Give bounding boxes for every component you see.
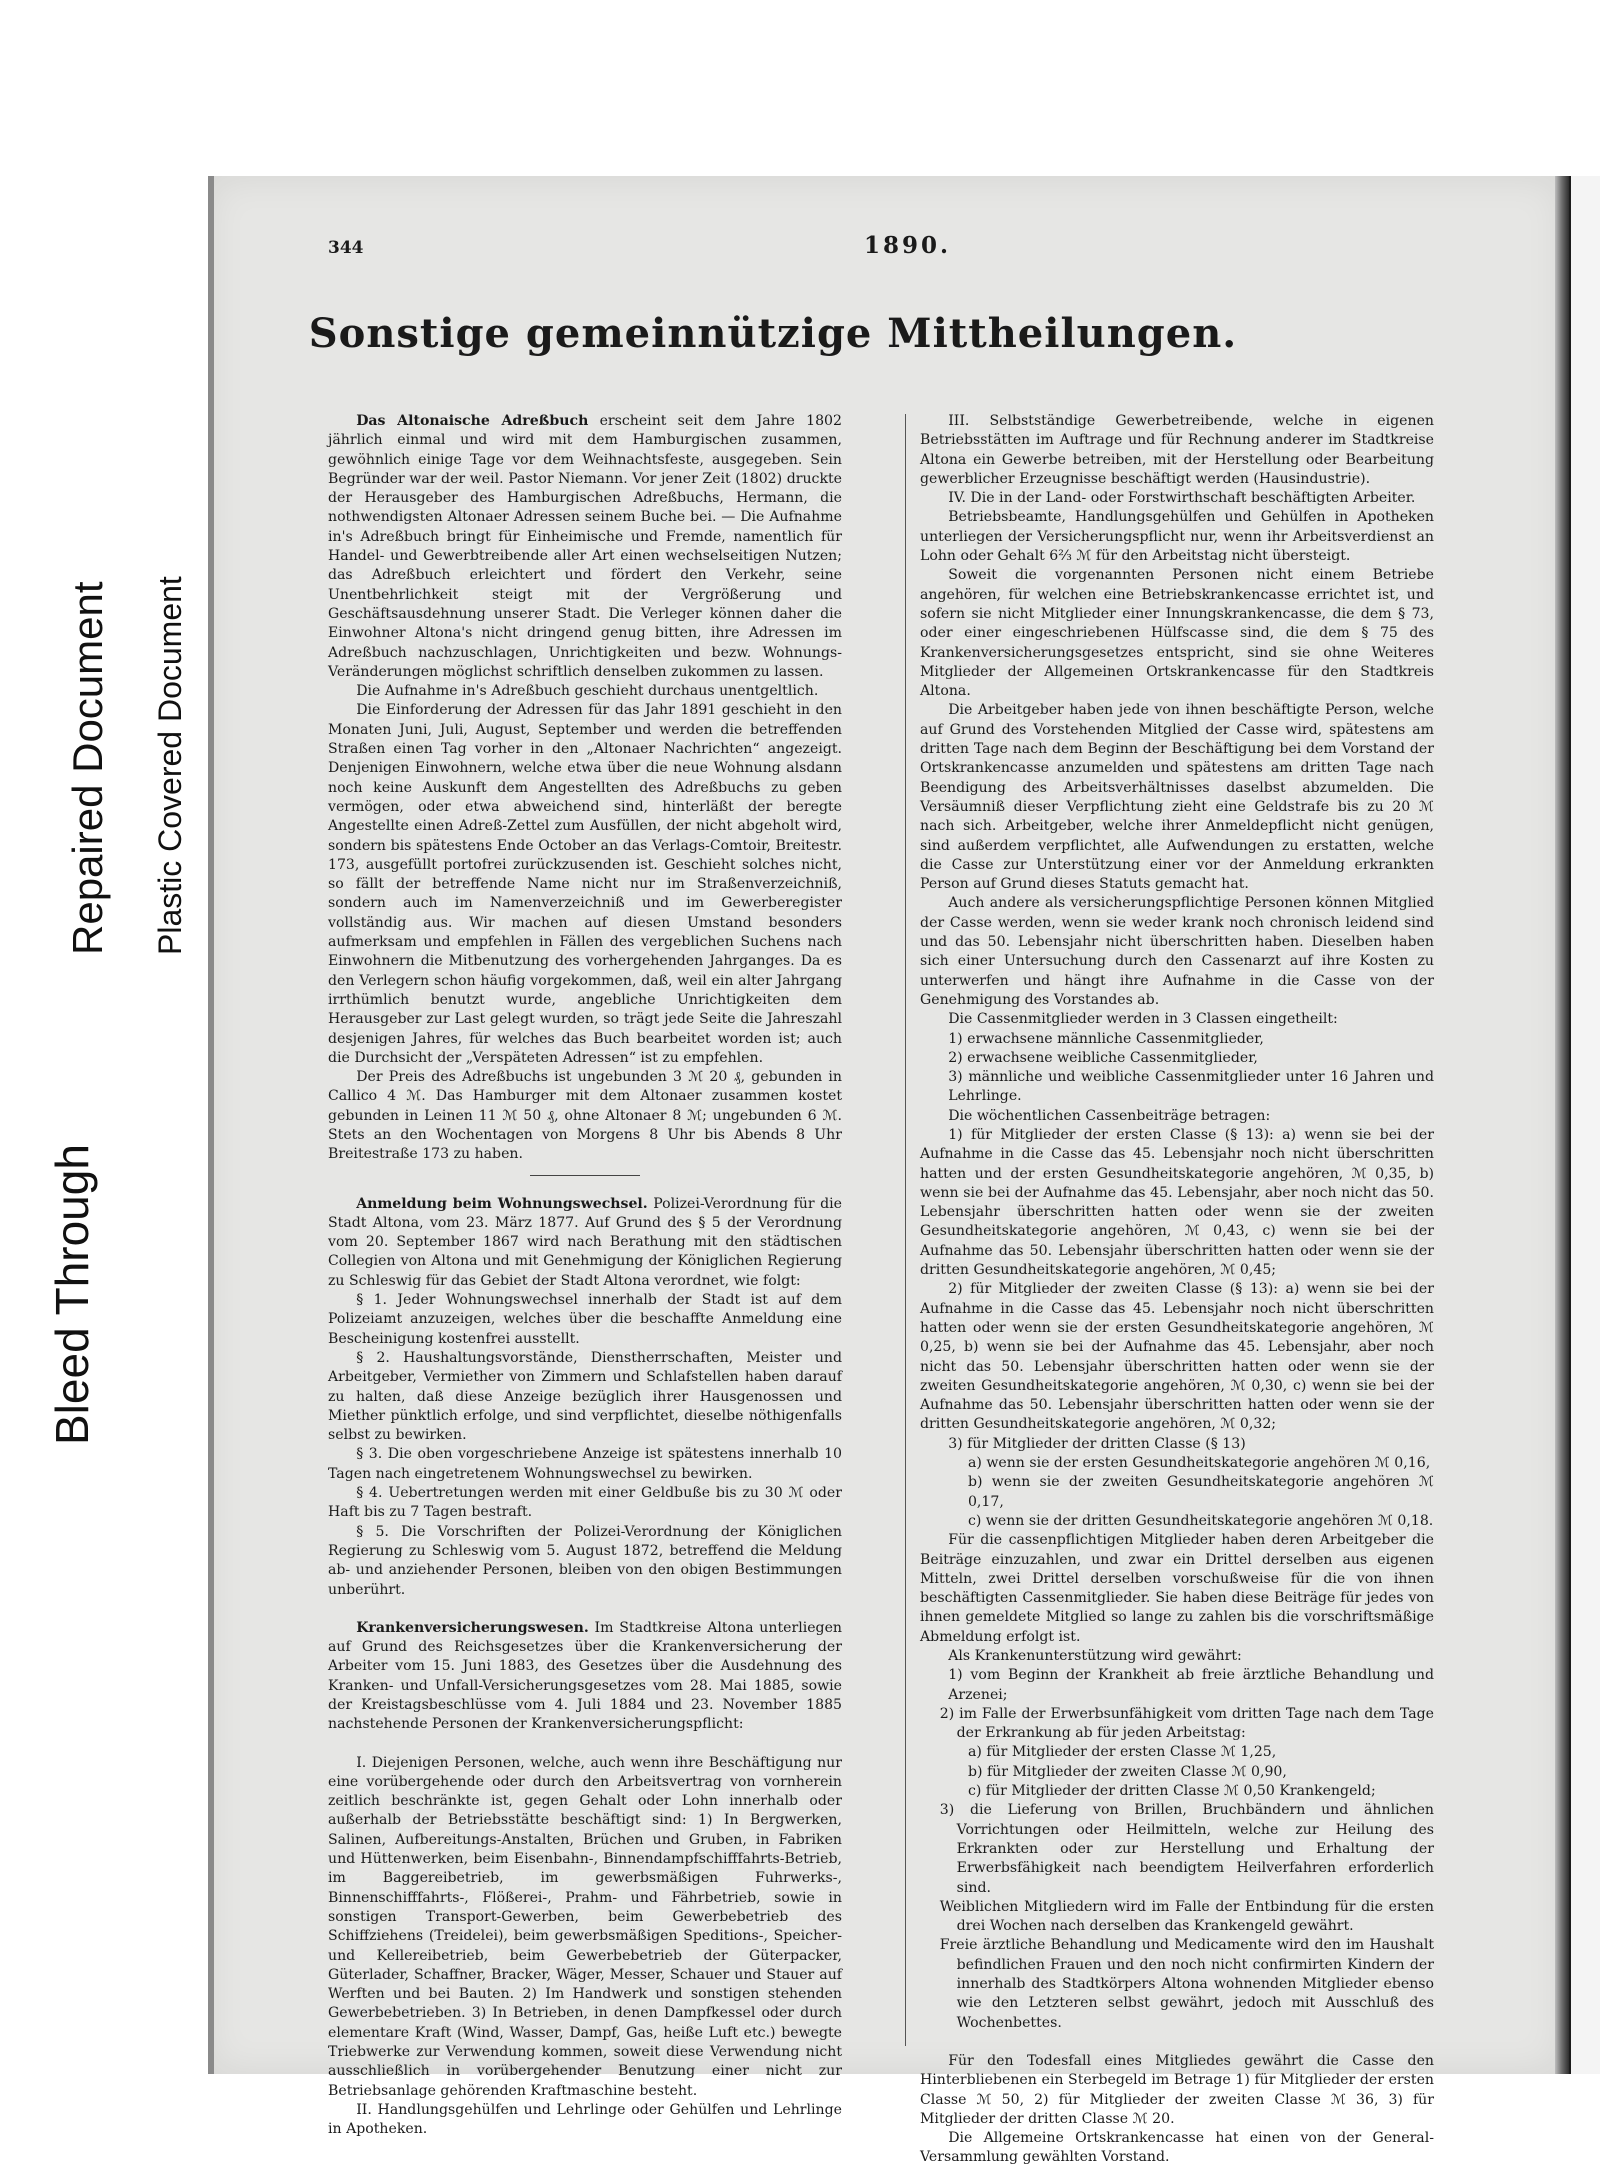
paragraph-text: b) wenn sie der zweiten Gesundheitskategorie angehören ℳ 0,17, — [967, 1474, 1434, 1510]
paragraph — [920, 508, 1434, 566]
paragraph-text: Auch andere als versicherungspflichtige Personen können Mitglied der Casse werden, wenn sie weder krank noch chronisch leidend sind und das 50. Lebensjahr nicht überschritten haben. Dieselben haben sich einer Untersuchung durch den Cassenarzt auf ihre Kosten zu unterwerfen und hängt ihre Aufnahme in die Casse von der Genehmigung des Vorstandes ab. — [920, 895, 1434, 1008]
paragraph — [920, 1454, 1434, 1473]
paragraph-text: c) für Mitglieder der dritten Classe ℳ 0,50 Krankengeld; — [967, 1783, 1376, 1800]
paragraph — [920, 1936, 1434, 2032]
paragraph — [920, 1049, 1434, 1068]
paragraph — [920, 489, 1434, 508]
paragraph-text: Betriebsbeamte, Handlungsgehülfen und Gehülfen in Apotheken unterliegen der Versicherungspflicht nur, wenn ihr Arbeitsverdienst an Lohn oder Gehalt 6⅔ ℳ für den Arbeitstag nicht übersteigt. — [920, 509, 1434, 565]
page-number: 344 — [328, 238, 364, 258]
paragraph — [328, 682, 842, 701]
paragraph — [920, 1010, 1434, 1029]
paragraph-text: 1) für Mitglieder der ersten Classe (§ 13): a) wenn sie bei der Aufnahme in die Casse das 45. Lebensjahr noch nicht überschritten hatten und der ersten Gesundheitskategorie angehören, ℳ 0,35, b) wenn sie bei der Aufnahme das 45. Lebensjahr, aber noch nicht das 50. Lebensjahr überschritten hatten oder wenn sie der zweiten Gesundheitskategorie angehören, ℳ 0,43, c) wenn sie bei der Aufnahme das 50. Lebensjahr überschritten hatten oder wenn sie der dritten Gesundheitskategorie angehören, ℳ 0,45; — [920, 1126, 1434, 1279]
paragraph — [920, 566, 1434, 701]
paragraph-text: III. Selbstständige Gewerbetreibende, welche in eigenen Betriebsstätten im Auftrage und für Rechnung anderer im Stadtkreise Altona ein Gewerbe betreiben, mit der Herstellung oder Bearbeitung gewerblicher Erzeugnisse beschäftigt werden (Hausindustrie). — [920, 413, 1434, 487]
section-heading: Anmeldung beim Wohnungswechsel. — [356, 1195, 648, 1212]
paragraph — [328, 1523, 842, 1600]
paragraph-text: § 1. Jeder Wohnungswechsel innerhalb der Stadt ist auf dem Polizeiamt anzuzeigen, welches über die beschaffte Anmeldung eine Bescheinigung kostenfrei ausstellt. — [328, 1292, 842, 1347]
paragraph — [328, 1754, 842, 2101]
paragraph — [920, 2129, 1434, 2168]
paragraph — [920, 1705, 1434, 1744]
paragraph — [920, 1512, 1434, 1531]
paragraph-text: a) wenn sie der ersten Gesundheitskategorie angehören ℳ 0,16, — [967, 1455, 1431, 1472]
paragraph-text: Die Cassenmitglieder werden in 3 Classen eingetheilt: — [948, 1011, 1338, 1028]
column-divider — [905, 414, 906, 2046]
paragraph — [328, 1195, 842, 1291]
section-heading: Krankenversicherungswesen. — [356, 1619, 589, 1636]
paragraph-text: § 2. Haushaltungsvorstände, Dienstherrschaften, Meister und Arbeitgeber, Vermiether von Zimmern und Schlafstellen haben darauf zu halten, daß diese Anzeige bezüglich ihrer Hausgenossen und Miether pünktlich erfolge, und sind verpflichtet, dieselbe nöthigenfalls selbst zu bewirken. — [328, 1349, 842, 1444]
paragraph-text: 1) vom Beginn der Krankheit ab freie ärztliche Behandlung und Arzenei; — [948, 1667, 1434, 1703]
paragraph — [328, 1068, 842, 1164]
paragraph-text: § 5. Die Vorschriften der Polizei-Verordnung der Königlichen Regierung zu Schleswig vom 5. August 1872, betreffend die Meldung ab- und anziehender Personen, bleiben von den obigen Bestimmungen unberührt. — [328, 1523, 842, 1598]
paragraph — [920, 1743, 1434, 1762]
paragraph-text: Im Stadtkreise Altona unterliegen auf Grund des Reichsgesetzes über die Krankenversicherung der Arbeiter vom 15. Juni 1883, des Gesetzes über die Ausdehnung des Kranken- und Unfall-Versicherungsgesetzes vom 28. Mai 1885, sowie der Kreistagsbeschlüsse vom 4. Juli 1884 und 23. November 1885 nachstehende Personen der Krankenversicherungspflicht: — [328, 1619, 842, 1733]
left-column — [328, 412, 842, 2140]
paragraph — [920, 1473, 1434, 1512]
paragraph — [920, 1435, 1434, 1454]
scanned-page — [208, 176, 1563, 2166]
paragraph-text: § 3. Die oben vorgeschriebene Anzeige ist spätestens innerhalb 10 Tagen nach eingetretenem Wohnungswechsel zu bewirken. — [328, 1446, 842, 1482]
paragraph — [920, 894, 1434, 1010]
paragraph-text: 2) im Falle der Erwerbsunfähigkeit vom dritten Tage nach dem Tage der Erkrankung ab für jeden Arbeitstag: — [939, 1705, 1434, 1742]
paragraph — [920, 1898, 1434, 1937]
paragraph — [920, 701, 1434, 894]
paragraph-text: Für den Todesfall eines Mitgliedes gewährt die Casse den Hinterbliebenen ein Sterbegeld im Betrage 1) für Mitglieder der ersten Classe ℳ 50, 2) für Mitglieder der zweiten Classe ℳ 36, 3) für Mitglieder der dritten Classe ℳ 20. — [920, 2052, 1434, 2127]
paragraph-text: 3) die Lieferung von Brillen, Bruchbändern und ähnlichen Vorrichtungen oder Heilmitteln, welche zur Heilung des Erkrankten oder zur Herstellung und Erhaltung der Erwerbsfähigkeit nach beendigtem Heilverfahren erforderlich sind. — [939, 1802, 1434, 1896]
paragraph-text: 2) erwachsene weibliche Cassenmitglieder, — [948, 1049, 1258, 1066]
paragraph-text: Die Aufnahme in's Adreßbuch geschieht durchaus unentgeltlich. — [356, 683, 819, 700]
paragraph-text: Für die cassenpflichtigen Mitglieder haben deren Arbeitgeber die Beiträge einzuzahlen, und zwar ein Drittel derselben aus eigenen Mitteln, zwei Drittel derselben vorschußweise für die von ihnen beschäftigten Cassenmitglieder. Sie haben diese Beiträge für jedes von ihnen gemeldete Mitglied so lange zu zahlen bis die vorschriftsmäßige Abmeldung erfolgt ist. — [920, 1532, 1434, 1645]
paragraph-text: c) wenn sie der dritten Gesundheitskategorie angehören ℳ 0,18. — [967, 1512, 1434, 1529]
right-column — [920, 412, 1434, 2168]
paragraph — [920, 1666, 1434, 1705]
paragraph-text: Die Einforderung der Adressen für das Jahr 1891 geschieht in den Monaten Juni, Juli, August, September und werden die betreffenden Straßen einen Tag vorher in den „Altonaer Nachrichten“ angezeigt. Denjenigen Einwohnern, welche etwa über die neue Wohnung alsdann noch keine Auskunft dem Angestellten des Adreßbuchs zu geben vermögen, oder etwa abweichend sind, hinterläßt der beregte Angestellte einen Adreß-Zettel zum Ausfüllen, der nicht abgeholt wird, sondern bis spätestens Ende October an das Verlags-Comtoir, Breitestr. 173, ausgefüllt portofrei zurückzusenden ist. Geschieht solches nicht, so fällt der betreffende Name nicht nur im Straßenverzeichniß, sondern auch im Namenverzeichniß und im Gewerberegister vollständig aus. Wir machen auf diesen Umstand besonders aufmerksam und empfehlen in Fällen des vergeblichen Suchens nach Einwohnern die Mitbenutzung des vorhergehenden Jahrganges. Da es den Verlegern schon häufig vorgekommen, daß, weil ein alter Jahrgang irrthümlich benutzt wurde, angebliche Unrichtigkeiten dem Herausgeber zur Last gelegt wurden, so trägt jede Seite die Jahreszahl desjenigen Jahres, für welches das Buch bearbeitet worden ist; auch die Durchsicht der „Verspäteten Adressen“ ist zu empfehlen. — [328, 702, 842, 1066]
paragraph — [328, 1484, 842, 1523]
paragraph — [920, 1280, 1434, 1434]
paragraph-text: 3) männliche und weibliche Cassenmitglieder unter 16 Jahren und Lehrlinge. — [948, 1069, 1434, 1105]
page-title: Sonstige gemeinnützige Mittheilungen. — [308, 310, 1238, 357]
paragraph — [328, 1349, 842, 1445]
repaired-document-label: Repaired Document — [64, 581, 111, 955]
paragraph-text: Freie ärztliche Behandlung und Medicamente wird den im Haushalt befindlichen Frauen und den noch nicht confirmirten Kindern der innerhalb des Stadtkörpers Altona wohnenden Mitglieder ebenso wie den Letzteren selbst gewährt, jedoch mit Ausschluß des Wochenbettes. — [939, 1937, 1434, 2031]
paragraph — [328, 701, 842, 1068]
paragraph-text: 2) für Mitglieder der zweiten Classe (§ 13): a) wenn sie bei der Aufnahme in die Casse das 45. Lebensjahr noch nicht überschritten hatten oder wenn sie der ersten Gesundheitskategorie angehören, ℳ 0,25, b) wenn sie bei der Aufnahme das 45. Lebensjahr, aber noch nicht das 50. Lebensjahr überschritten hatten oder wenn sie der zweiten Gesundheitskategorie angehören, ℳ 0,30, c) wenn sie bei der Aufnahme das 50. Lebensjahr überschritten hatten oder wenn sie der dritten Gesundheitskategorie angehören, ℳ 0,32; — [920, 1281, 1434, 1433]
paragraph-text: Die Allgemeine Ortskrankencasse hat einen von der General-Versammlung gewählten Vorstand. — [920, 2130, 1434, 2166]
paragraph-text: Polizei-Verordnung für die Stadt Altona, vom 23. März 1877. Auf Grund des § 5 der Verordnung vom 20. September 1867 wird nach Berathung mit den städtischen Collegien von Altona und mit Genehmigung der Königlichen Regierung zu Schleswig für das Gebiet der Stadt Altona verordnet, wie folgt: — [328, 1195, 842, 1289]
paragraph — [328, 1445, 842, 1484]
page-year: 1890. — [864, 232, 952, 259]
bleed-through-label: Bleed Through — [46, 1144, 98, 1445]
paragraph — [920, 2052, 1434, 2129]
paragraph — [920, 1763, 1434, 1782]
paragraph-text: Die Arbeitgeber haben jede von ihnen beschäftigte Person, welche auf Grund des Vorstehenden Mitglied der Casse wird, spätestens am dritten Tage nach dem Beginn der Beschäftigung bei dem Vorstand der Ortskrankencasse anzumelden und spätestens am dritten Tage nach Beendigung des Arbeitsverhältnisses daselbst abzumelden. Die Versäumniß dieser Verpflichtung zieht eine Geldstrafe bis zu 20 ℳ nach sich. Arbeitgeber, welche ihrer Anmeldepflicht nicht genügen, sind außerdem verpflichtet, alle Aufwendungen zu erstatten, welche die Casse zur Unterstützung einer vor der Anmeldung erkrankten Person auf Grund dieses Statuts gemacht hat. — [920, 702, 1434, 893]
paragraph-text: IV. Die in der Land- oder Forstwirthschaft beschäftigten Arbeiter. — [948, 490, 1416, 507]
paragraph — [920, 1030, 1434, 1049]
paragraph — [920, 1126, 1434, 1280]
paragraph-text: a) für Mitglieder der ersten Classe ℳ 1,25, — [967, 1744, 1277, 1761]
paragraph-text: Der Preis des Adreßbuchs ist ungebunden 3 ℳ 20 ₰, gebunden in Callico 4 ℳ. Das Hamburger mit dem Altonaer zusammen kostet gebunden in Leinen 11 ℳ 50 ₰, ohne Altonaer 8 ℳ; ungebunden 6 ℳ. Stets an den Wochentagen von Morgens 8 Uhr bis Abends 8 Uhr Breitestraße 173 zu haben. — [328, 1069, 842, 1163]
paragraph — [920, 1068, 1434, 1107]
paragraph — [328, 1619, 842, 1735]
paragraph — [920, 1782, 1434, 1801]
paragraph-text: I. Diejenigen Personen, welche, auch wenn ihre Beschäftigung nur eine vorübergehende oder durch den Arbeitsvertrag von vornherein zeitlich beschränkte ist, gegen Gehalt oder Lohn innerhalb oder außerhalb der Betriebsstätte beschäftigt sind: 1) In Bergwerken, Salinen, Aufbereitungs-Anstalten, Brüchen und Gruben, in Fabriken und Hüttenwerken, beim Eisenbahn-, Binnendampfschifffahrts-Betrieb, im Baggereibetrieb, im gewerbsmäßigen Fuhrwerks-, Binnenschifffahrts-, Flößerei-, Prahm- und Fährbetrieb, sowie in sonstigen Transport-Gewerben, beim Gewerbebetrieb des Schiffziehens (Treidelei), beim gewerbsmäßigen Speditions-, Speicher- und Kellereibetrieb, beim Gewerbebetrieb der Güterpacker, Güterlader, Schaffner, Bracker, Wäger, Messer, Schauer und Stauer auf Werften und bei Bauten. 2) Im Handwerk und sonstigen stehenden Gewerbebetrieben. 3) In Betrieben, in denen Dampfkessel oder durch elementare Kraft (Wind, Wasser, Dampf, Gas, heiße Luft etc.) bewegte Triebwerke zur Verwendung kommen, soweit diese Verwendung nicht ausschließlich in vorübergehender Benutzung einer nicht zur Betriebsanlage gehörenden Kraftmaschine besteht. — [328, 1754, 842, 2099]
paragraph-text: Als Krankenunterstützung wird gewährt: — [948, 1648, 1242, 1664]
paragraph — [920, 1801, 1434, 1897]
plastic-covered-label: Plastic Covered Document — [152, 576, 188, 955]
paragraph-text: Die wöchentlichen Cassenbeiträge betragen: — [948, 1107, 1271, 1124]
paragraph-text: 1) erwachsene männliche Cassenmitglieder, — [948, 1030, 1264, 1047]
side-labels — [0, 0, 200, 2177]
book-spine — [1555, 176, 1569, 2074]
paragraph-text: b) für Mitglieder der zweiten Classe ℳ 0,90, — [967, 1763, 1287, 1780]
paragraph — [328, 2101, 842, 2140]
paragraph — [920, 1531, 1434, 1647]
paragraph-text: Weiblichen Mitgliedern wird im Falle der Entbindung für die ersten drei Wochen nach derselben das Krankengeld gewährt. — [939, 1898, 1434, 1935]
paragraph — [920, 1647, 1434, 1666]
paragraph-text: erscheint seit dem Jahre 1802 jährlich einmal und wird mit dem Hamburgischen zusammen, gewöhnlich einige Tage vor dem Weihnachtsfeste, ausgegeben. Sein Begründer war der weil. Pastor Niemann. Vor jener Zeit (1802) druckte der Herausgeber des Hamburgischen Adreßbuchs, Hermann, die nothwendigsten Altonaer Adressen seinem Buche bei. — Die Aufnahme in's Adreßbuch bringt für Einheimische und Fremde, namentlich für Handel- und Gewerbtreibende aller Art einen wechselseitigen Nutzen; das Adreßbuch erleichtert und fördert den Verkehr, seine Unentbehrlichkeit steigt mit der Vergrößerung und Geschäftsausdehnung unserer Stadt. Die Verleger können daher die Einwohner Altona's nicht dringend genug bitten, ihre Adressen im Adreßbuch nachzuschlagen, Unrichtigkeiten und bezw. Wohnungs-Veränderungen möglichst schriftlich denselben zukommen zu lassen. — [328, 413, 842, 680]
section-separator — [530, 1175, 640, 1176]
paragraph — [920, 412, 1434, 489]
section-heading: Das Altonaische Adreßbuch — [356, 413, 589, 429]
paragraph-text: 3) für Mitglieder der dritten Classe (§ 13) — [948, 1435, 1246, 1452]
paragraph — [920, 1107, 1434, 1126]
paragraph-text: Soweit die vorgenannten Personen nicht einem Betriebe angehören, für welchen eine Betriebskrankencasse errichtet ist, und sofern sie nicht Mitglieder einer Innungskrankencasse, die dem § 73, oder einer eingeschriebenen Hülfscasse sind, die dem § 75 des Krankenversicherungsgesetzes entspricht, sind sie ohne Weiteres Mitglieder der Allgemeinen Ortskrankencasse für den Stadtkreis Altona. — [920, 567, 1434, 700]
paragraph — [328, 1291, 842, 1349]
page-edge — [1569, 176, 1600, 2074]
paragraph — [328, 412, 842, 682]
paragraph-text: § 4. Uebertretungen werden mit einer Geldbuße bis zu 30 ℳ oder Haft bis zu 7 Tagen bestraft. — [328, 1485, 842, 1521]
paragraph-text: II. Handlungsgehülfen und Lehrlinge oder Gehülfen und Lehrlinge in Apotheken. — [328, 2101, 842, 2138]
